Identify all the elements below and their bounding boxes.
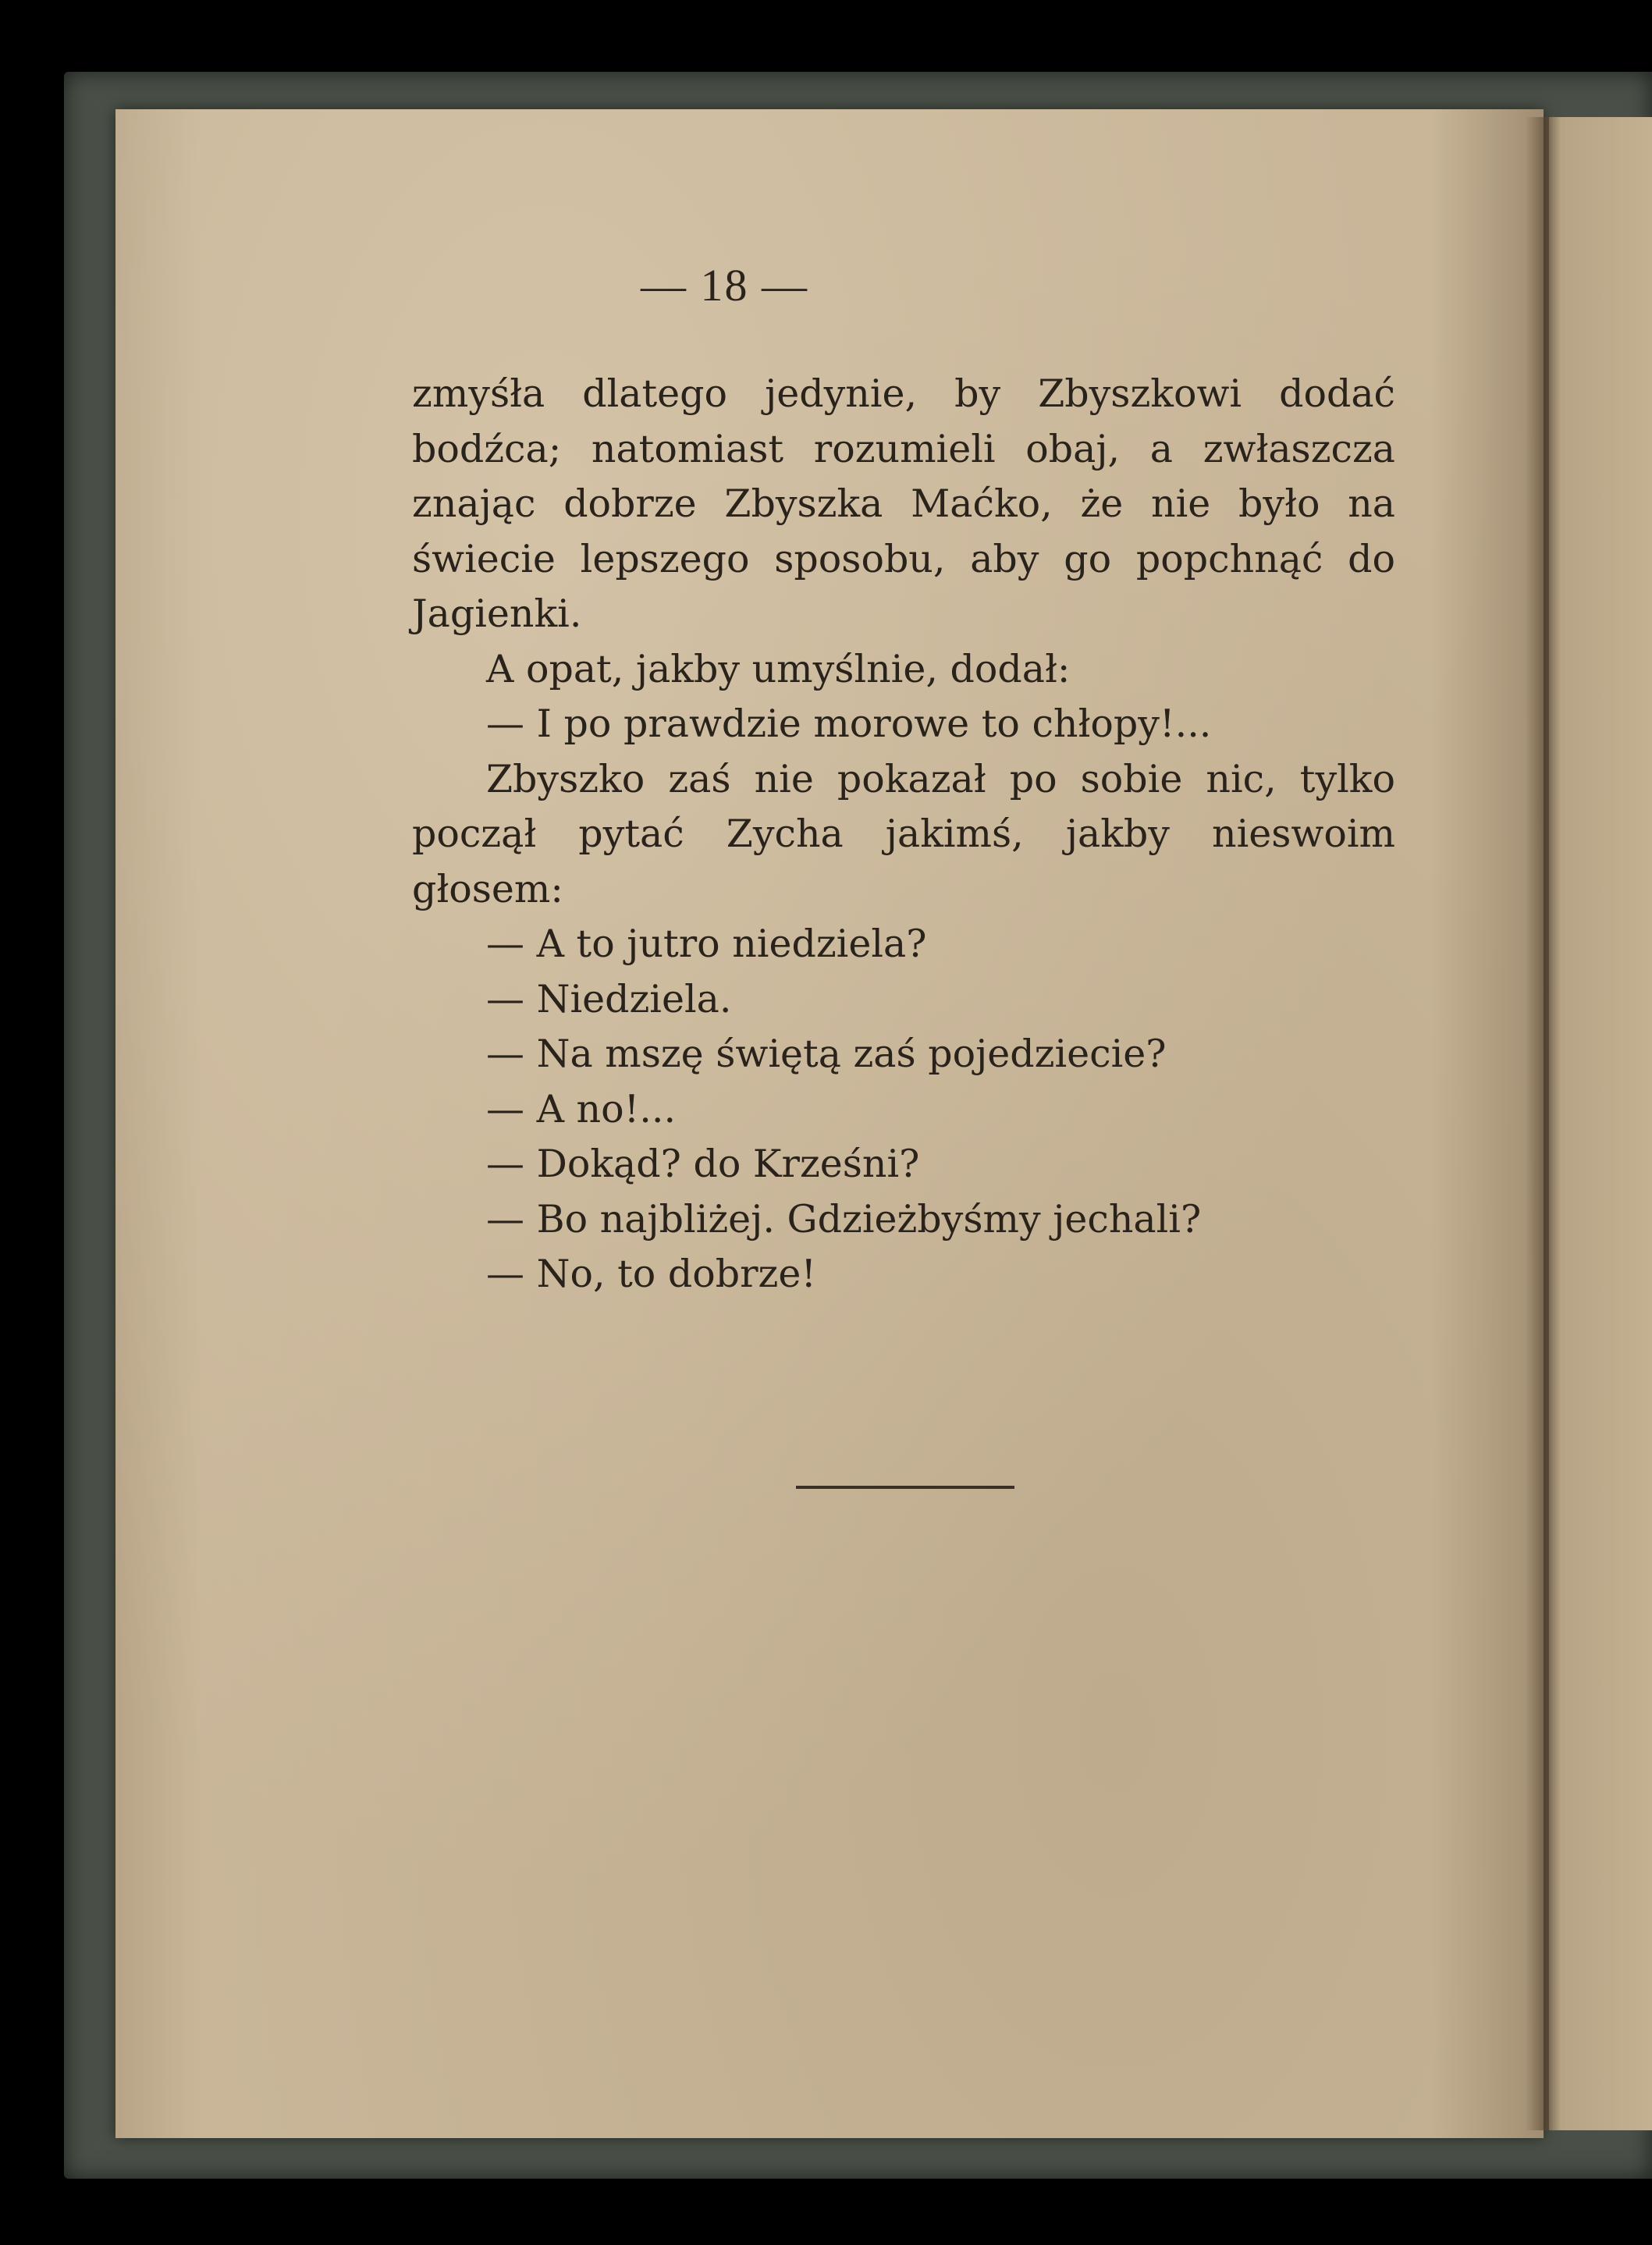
dialogue-line: — No, to dobrze! bbox=[486, 1252, 817, 1296]
dialogue-line: — Bo najbliżej. Gdzieżbyśmy jechali? bbox=[486, 1196, 1202, 1241]
dialogue-line: — A to jutro niedziela? bbox=[486, 922, 927, 966]
page-number: — 18 — bbox=[641, 260, 808, 311]
text-line: głosem: bbox=[412, 866, 563, 911]
facing-page-edge bbox=[1541, 117, 1652, 2130]
dialogue-line: — Dokąd? do Krześni? bbox=[486, 1142, 920, 1186]
text-line: świecie lepszego sposobu, aby go popchnąć do bbox=[412, 536, 1395, 581]
text-line: począł pytać Zycha jakimś, jakby nieswoim bbox=[412, 812, 1395, 856]
text-line: bodźca; natomiast rozumieli obaj, a zwłaszcza bbox=[412, 426, 1395, 471]
text-line: Jagienki. bbox=[412, 591, 582, 636]
text-line: A opat, jakby umyślnie, dodał: bbox=[486, 646, 1071, 691]
dialogue-line: — Na mszę świętą zaś pojedziecie? bbox=[486, 1032, 1167, 1076]
dialogue-line: — Niedziela. bbox=[486, 976, 732, 1021]
dialogue-line: — I po prawdzie morowe to chłopy!... bbox=[486, 702, 1212, 746]
text-line: zmyśła dlatego jedynie, by Zbyszkowi dodać bbox=[412, 371, 1395, 416]
body-text bbox=[412, 367, 1395, 1302]
gutter-shadow bbox=[1526, 117, 1549, 2130]
section-end-rule bbox=[796, 1486, 1014, 1489]
text-line: Zbyszko zaś nie pokazał po sobie nic, tylko bbox=[486, 756, 1395, 801]
dialogue-line: — A no!... bbox=[486, 1086, 677, 1131]
text-line: znając dobrze Zbyszka Maćko, że nie było na bbox=[412, 481, 1395, 526]
